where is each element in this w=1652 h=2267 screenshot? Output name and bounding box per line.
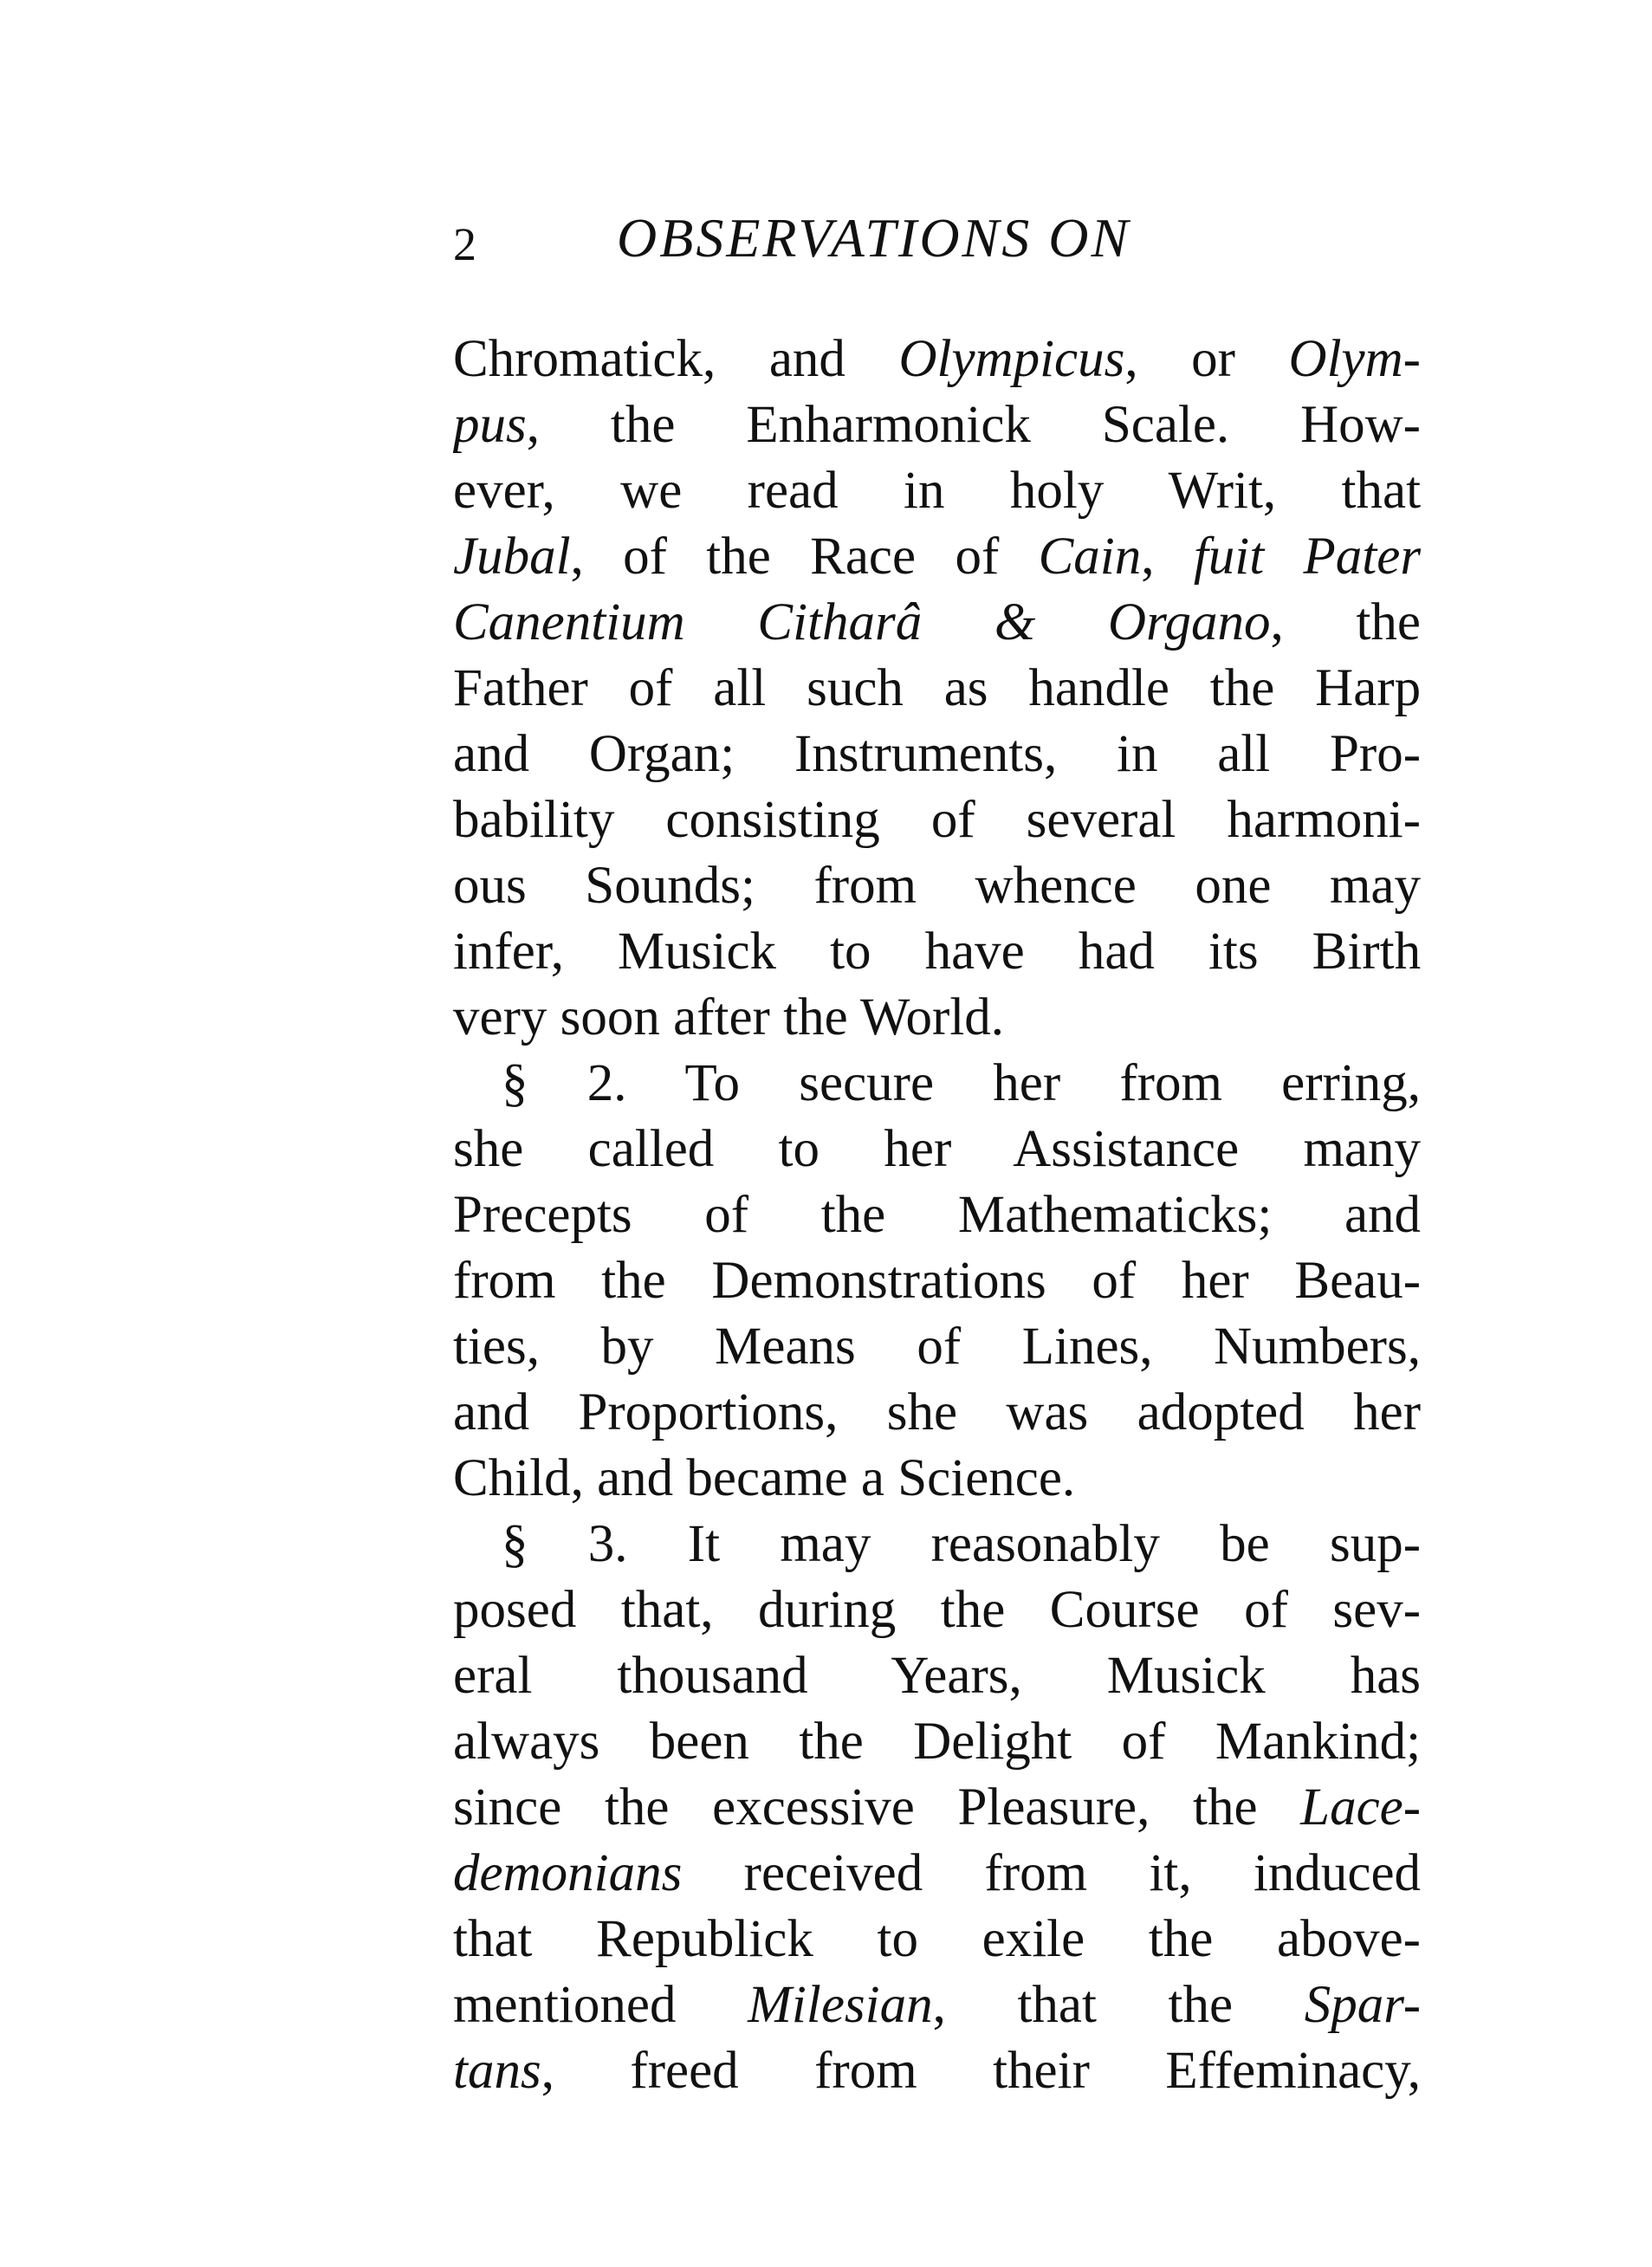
text-line: posed that, during the Course of sev- [453, 1581, 1421, 1639]
running-head-title: OBSERVATIONS ON [617, 207, 1131, 269]
text-line: from the Demonstrations of her Beau- [453, 1252, 1421, 1310]
text-line: ous Sounds; from whence one may [453, 857, 1421, 915]
text-line: mentioned Milesian, that the Spar- [453, 1976, 1421, 2034]
text-line: and Organ; Instruments, in all Pro- [453, 725, 1421, 783]
text-line: ties, by Means of Lines, Numbers, [453, 1318, 1421, 1376]
text-line: Chromatick, and Olympicus, or Olym- [453, 330, 1421, 388]
running-head [0, 206, 1652, 275]
text-line: ever, we read in holy Writ, that [453, 462, 1421, 520]
text-line: always been the Delight of Mankind; [453, 1713, 1421, 1771]
text-line: since the excessive Pleasure, the Lace- [453, 1778, 1421, 1836]
paragraph-end-line: Child, and became a Science. [453, 1449, 1076, 1507]
text-line: that Republick to exile the above- [453, 1910, 1421, 1968]
section-2-first-line: § 2. To secure her from erring, [502, 1054, 1421, 1112]
text-line: pus, the Enharmonick Scale. How- [453, 396, 1421, 454]
text-line: and Proportions, she was adopted her [453, 1383, 1421, 1441]
text-line: Canentium Citharâ & Organo, the [453, 593, 1421, 651]
text-line: tans, freed from their Effeminacy, [453, 2042, 1421, 2100]
text-line: bability consisting of several harmoni- [453, 791, 1421, 849]
text-line: Precepts of the Mathematicks; and [453, 1186, 1421, 1244]
body-text [453, 327, 1421, 2104]
text-line: Father of all such as handle the Harp [453, 659, 1421, 717]
paragraph-end-line: very soon after the World. [453, 988, 1005, 1046]
page-number: 2 [453, 218, 476, 270]
section-3-first-line: § 3. It may reasonably be sup- [502, 1515, 1421, 1573]
text-line: she called to her Assistance many [453, 1120, 1421, 1178]
text-line: eral thousand Years, Musick has [453, 1647, 1421, 1705]
text-line: Jubal, of the Race of Cain, fuit Pater [453, 528, 1421, 586]
text-line: infer, Musick to have had its Birth [453, 923, 1421, 981]
text-line: demonians received from it, induced [453, 1844, 1421, 1902]
